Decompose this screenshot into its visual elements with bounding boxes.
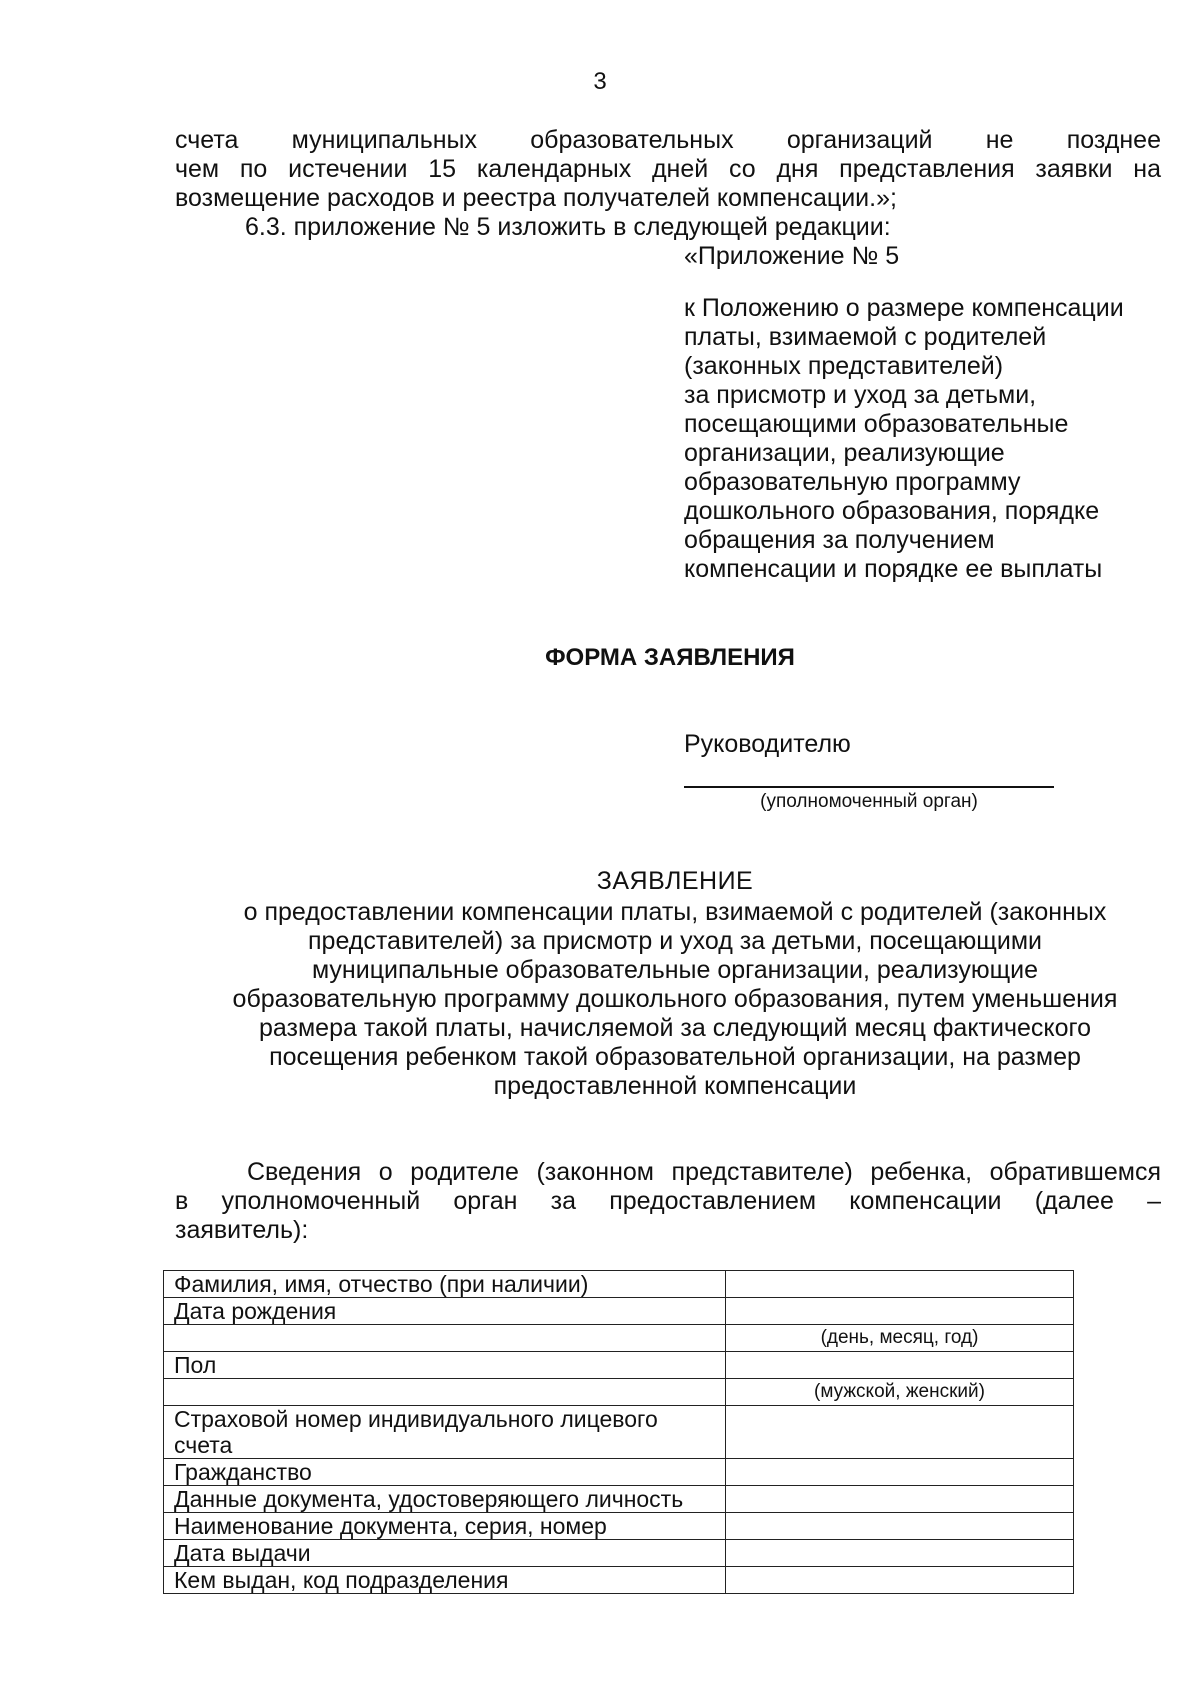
table-row (164, 1406, 1074, 1459)
table-row (164, 1540, 1074, 1567)
row-label: Кем выдан, код подразделения (164, 1567, 726, 1594)
subtitle-line: образовательную программу дошкольного образования, путем уменьшения (232, 985, 1118, 1013)
row-value-field[interactable] (726, 1298, 1074, 1325)
row-value-field[interactable] (726, 1406, 1074, 1459)
subtitle-line: представителей) за присмотр и уход за детьми, посещающими (308, 927, 1042, 955)
row-label: Данные документа, удостоверяющего личность (164, 1486, 726, 1513)
subtitle-line: размера такой платы, начисляемой за следующий месяц фактического (259, 1014, 1091, 1042)
page-number: 3 (593, 68, 607, 95)
appendix-reference (684, 294, 1184, 584)
addressee-note: (уполномоченный орган) (760, 791, 978, 812)
subtitle-line: посещения ребенком такой образовательной организации, на размер (269, 1043, 1081, 1071)
paragraph-line: возмещение расходов и реестра получателей компенсации.»; (175, 184, 897, 212)
applicant-info-table (163, 1270, 1074, 1594)
row-label: Фамилия, имя, отчество (при наличии) (164, 1271, 726, 1298)
row-value-field[interactable] (726, 1271, 1074, 1298)
statement-title: ЗАЯВЛЕНИЕ (596, 867, 754, 895)
row-label (164, 1325, 726, 1352)
table-row (164, 1459, 1074, 1486)
appendix-line: обращения за получением (684, 526, 995, 554)
table-row (164, 1352, 1074, 1379)
row-value-hint: (мужской, женский) (726, 1379, 1074, 1406)
row-label (164, 1379, 726, 1406)
statement-subtitle (180, 898, 1170, 1101)
paragraph-line: чем по истечении 15 календарных дней со дня представления заявки на (175, 155, 1161, 183)
row-value-field[interactable] (726, 1352, 1074, 1379)
appendix-title: «Приложение № 5 (684, 242, 900, 270)
row-value-field[interactable] (726, 1459, 1074, 1486)
appendix-line: организации, реализующие (684, 439, 1005, 467)
form-title: ФОРМА ЗАЯВЛЕНИЯ (545, 644, 795, 671)
row-label: Пол (164, 1352, 726, 1379)
applicant-intro (175, 1158, 1161, 1245)
row-value-field[interactable] (726, 1567, 1074, 1594)
table-row (164, 1567, 1074, 1594)
table-row (164, 1298, 1074, 1325)
addressee-label: Руководителю (684, 730, 851, 758)
subtitle-line: о предоставлении компенсации платы, взимаемой с родителей (законных (243, 898, 1107, 926)
appendix-line: платы, взимаемой с родителей (684, 323, 1047, 351)
intro-line: в уполномоченный орган за предоставлением компенсации (далее – (175, 1187, 1161, 1215)
subtitle-line: предоставленной компенсации (493, 1072, 857, 1100)
subtitle-line: муниципальные образовательные организации, реализующие (311, 956, 1039, 984)
item-6-3: 6.3. приложение № 5 изложить в следующей редакции: (245, 213, 891, 241)
row-label: Страховой номер индивидуального лицевого счета (164, 1406, 726, 1459)
continuation-paragraph (175, 126, 1161, 213)
appendix-line: к Положению о размере компенсации (684, 294, 1124, 322)
table-row (164, 1325, 1074, 1352)
row-value-field[interactable] (726, 1513, 1074, 1540)
row-value-field[interactable] (726, 1486, 1074, 1513)
addressee-fill-line[interactable] (684, 786, 1054, 788)
intro-line: Сведения о родителе (законном представителе) ребенка, обратившемся (247, 1158, 1161, 1186)
paragraph-line: счета муниципальных образовательных организаций не позднее (175, 126, 1161, 154)
appendix-line: дошкольного образования, порядке (684, 497, 1100, 525)
row-value-field[interactable] (726, 1540, 1074, 1567)
table-row (164, 1513, 1074, 1540)
row-label: Наименование документа, серия, номер (164, 1513, 726, 1540)
row-value-hint: (день, месяц, год) (726, 1325, 1074, 1352)
row-label: Дата выдачи (164, 1540, 726, 1567)
appendix-line: за присмотр и уход за детьми, (684, 381, 1037, 409)
table-row (164, 1486, 1074, 1513)
appendix-line: компенсации и порядке ее выплаты (684, 555, 1103, 583)
appendix-line: образовательную программу (684, 468, 1021, 496)
intro-line: заявитель): (175, 1216, 309, 1244)
appendix-line: посещающими образовательные (684, 410, 1069, 438)
table-row (164, 1271, 1074, 1298)
table-row (164, 1379, 1074, 1406)
appendix-line: (законных представителей) (684, 352, 1004, 380)
row-label: Гражданство (164, 1459, 726, 1486)
row-label: Дата рождения (164, 1298, 726, 1325)
